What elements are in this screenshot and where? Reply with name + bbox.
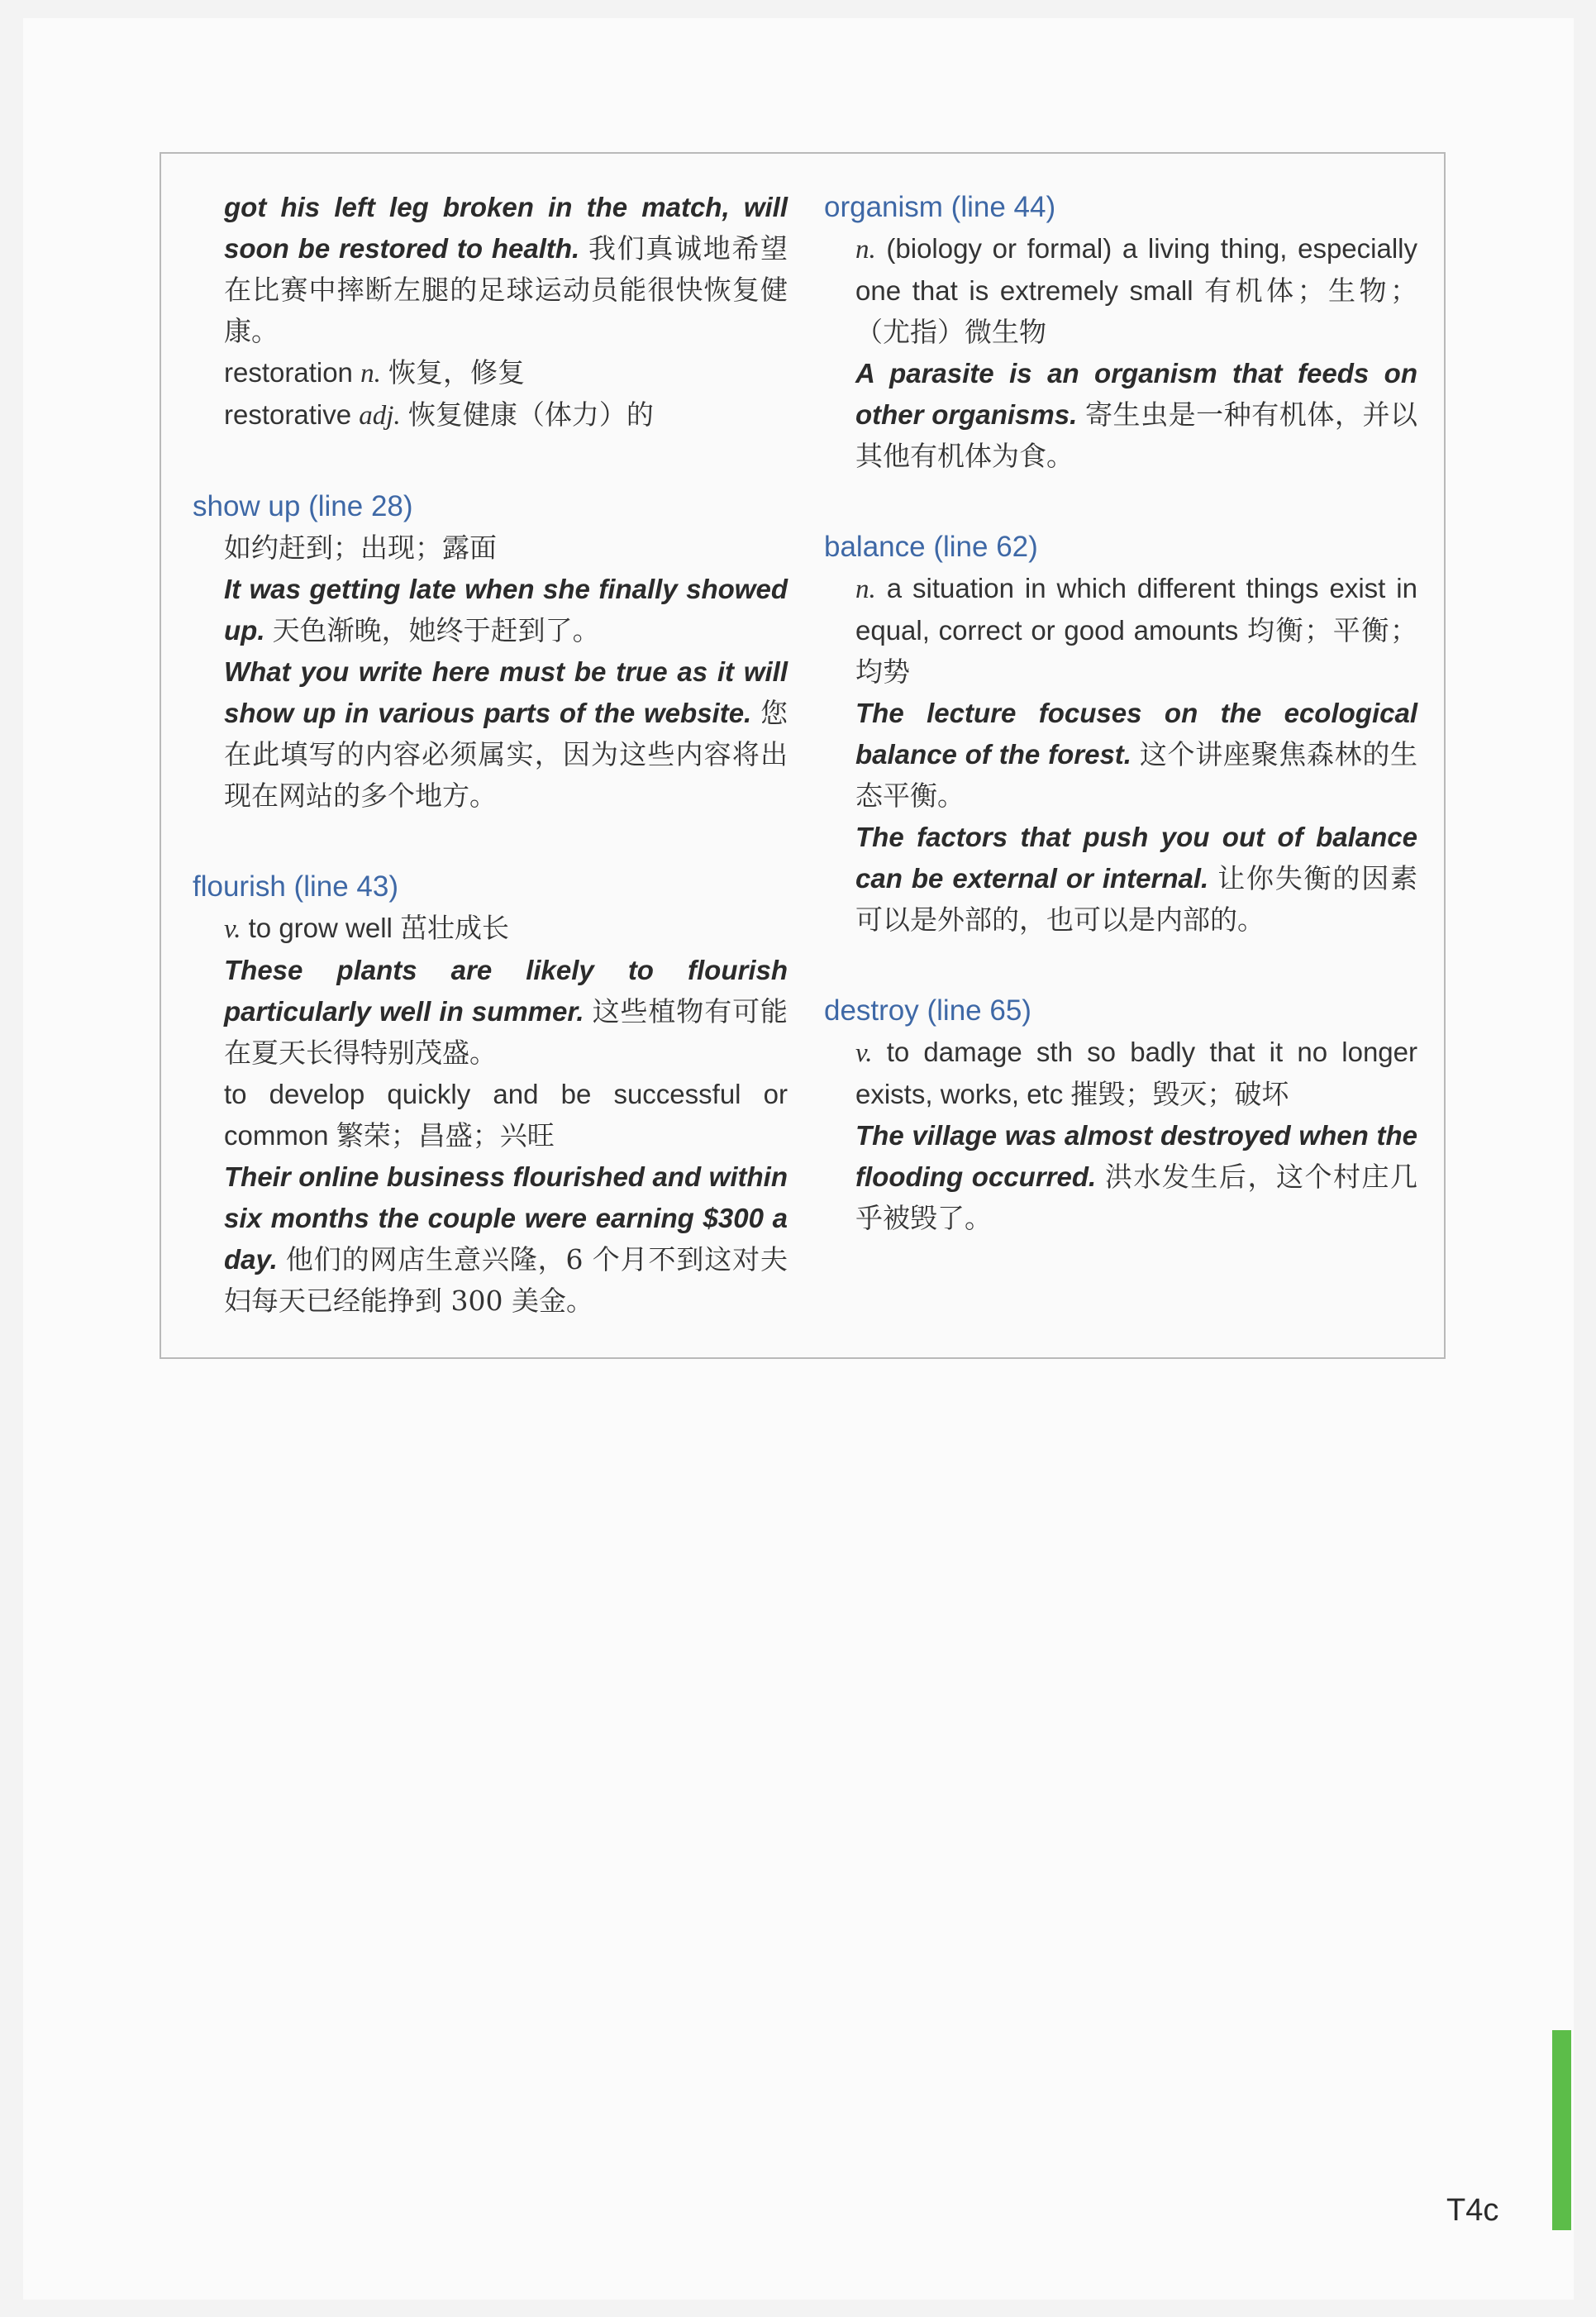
entry-balance — [824, 527, 1417, 941]
right-column — [824, 187, 1417, 1239]
example-chinese: 寄生虫是一种有机体，并以其他有机体为食。 — [855, 398, 1418, 472]
page-number: T4c — [1446, 2193, 1499, 2228]
derived-word: restoration — [224, 357, 353, 388]
definition — [855, 1032, 1417, 1115]
entry-show-up — [193, 486, 788, 817]
example-english: The village was almost destroyed when the flooding occurred. — [855, 1120, 1417, 1192]
section-tab-marker — [1552, 2030, 1571, 2230]
part-of-speech: adj. — [359, 401, 401, 431]
example — [855, 1115, 1417, 1239]
derived-meaning: 恢复健康（体力）的 — [407, 398, 654, 431]
entry-body — [193, 908, 788, 1322]
example-chinese: 这些植物有可能在夏天长得特别茂盛。 — [224, 995, 788, 1069]
part-of-speech: n. — [855, 574, 876, 604]
definition-english: to develop quickly and be successful or common — [224, 1079, 788, 1151]
example — [224, 950, 788, 1074]
definition — [855, 568, 1417, 693]
example-chinese: 洪水发生后，这个村庄几乎被毁了。 — [855, 1161, 1418, 1234]
example — [224, 569, 788, 651]
headword-balance: balance (line 62) — [824, 531, 1038, 563]
entry-flourish — [193, 866, 788, 1322]
example-english: Their online business flourished and within six months the couple were earning $300 a day. — [224, 1161, 788, 1275]
example-chinese: 让你失衡的因素可以是外部的，也可以是内部的。 — [855, 862, 1418, 936]
definition-chinese: 繁荣；昌盛；兴旺 — [336, 1119, 555, 1151]
part-of-speech: n. — [360, 359, 381, 389]
definition-chinese: 摧毁；毁灭；破坏 — [1070, 1078, 1289, 1110]
example-english: got his left leg broken in the match, will soon be restored to health. — [224, 192, 788, 264]
definition-english: (biology or formal) a living thing, especially one that is extremely small — [855, 233, 1417, 306]
entry-restore-continued — [193, 187, 788, 436]
definition — [224, 908, 788, 950]
example — [224, 187, 788, 352]
derived-word-restoration — [224, 352, 788, 394]
part-of-speech: v. — [855, 1038, 873, 1068]
derived-word: restorative — [224, 399, 352, 430]
definition — [224, 1074, 788, 1156]
entry-body — [193, 527, 788, 817]
entry-body — [193, 187, 788, 436]
example — [224, 651, 788, 817]
left-column — [193, 187, 788, 1322]
definition-chinese: 均衡；平衡；均势 — [855, 614, 1418, 688]
example-english: It was getting late when she finally showed up. — [224, 574, 788, 646]
example-english: These plants are likely to flourish particularly well in summer. — [224, 955, 788, 1027]
example — [855, 817, 1417, 941]
example-chinese: 这个讲座聚焦森林的生态平衡。 — [855, 738, 1418, 812]
example — [855, 693, 1417, 817]
derived-word-restorative — [224, 394, 788, 436]
example-english: What you write here must be true as it will show up in various parts of the website. — [224, 656, 788, 728]
entry-body — [824, 228, 1417, 477]
part-of-speech: v. — [224, 914, 241, 944]
entry-organism — [824, 187, 1417, 477]
definition-chinese: 茁壮成长 — [400, 912, 510, 944]
definition-english: to damage sth so badly that it no longer exists, works, etc — [855, 1037, 1418, 1109]
headword-destroy: destroy (line 65) — [824, 994, 1031, 1027]
definition-chinese: 如约赶到；出现；露面 — [224, 532, 497, 564]
definition-english: to grow well — [248, 913, 393, 943]
example-chinese: 天色渐晚，她终于赶到了。 — [272, 614, 600, 646]
entry-body — [824, 1032, 1417, 1239]
definition — [855, 228, 1417, 353]
part-of-speech: n. — [855, 235, 876, 265]
example-chinese: 您在此填写的内容必须属实，因为这些内容将出现在网站的多个地方。 — [224, 697, 788, 812]
definition-english: a situation in which different things exist in equal, correct or good amounts — [855, 573, 1417, 646]
example-chinese: 我们真诚地希望在比赛中摔断左腿的足球运动员能很快恢复健康。 — [224, 232, 788, 347]
derived-meaning: 恢复，修复 — [388, 356, 526, 389]
entry-body — [824, 568, 1417, 941]
example — [224, 1156, 788, 1322]
example-english: A parasite is an organism that feeds on other organisms. — [855, 358, 1417, 430]
example — [855, 353, 1417, 477]
example-english: The lecture focuses on the ecological balance of the forest. — [855, 698, 1417, 770]
example-chinese: 他们的网店生意兴隆，6 个月不到这对夫妇每天已经能挣到 300 美金。 — [224, 1243, 788, 1317]
headword-show-up: show up (line 28) — [193, 490, 413, 522]
example-english: The factors that push you out of balance can be external or internal. — [855, 822, 1417, 894]
definition-chinese: 有机体；生物；（尤指）微生物 — [855, 274, 1417, 348]
vocabulary-box — [160, 152, 1446, 1359]
headword-flourish: flourish (line 43) — [193, 870, 398, 903]
entry-destroy — [824, 990, 1417, 1239]
headword-organism: organism (line 44) — [824, 191, 1056, 223]
